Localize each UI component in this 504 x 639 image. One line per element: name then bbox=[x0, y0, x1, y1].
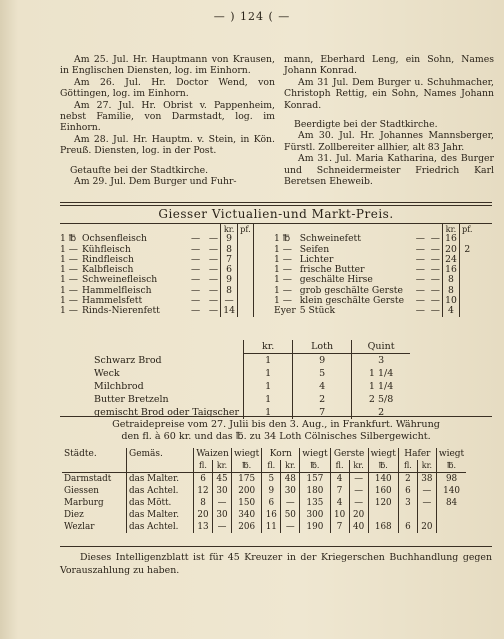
grain-price-subtitle: den fl. à 60 kr. und das ℔. zu 34 Loth Cölnisches Silbergewicht. bbox=[121, 431, 431, 442]
table-row: 1 — Rindfleisch — — 7 bbox=[58, 255, 253, 265]
table-row: 1 — Seifen — — 20 2 bbox=[272, 245, 475, 255]
market-price-table-right bbox=[272, 224, 475, 317]
col-header-weight: wiegt bbox=[232, 448, 262, 460]
table-row: 1 — frische Butter — — 16 bbox=[272, 265, 475, 275]
col-header-wheat: Waizen bbox=[194, 448, 232, 460]
table-row: Weck 1 5 1 1/4 bbox=[90, 367, 410, 380]
table-row: 1 — grob geschälte Gerste — — 8 bbox=[272, 286, 475, 296]
col-header-pf: pf. bbox=[238, 224, 254, 234]
col-header-pf: pf. bbox=[459, 224, 474, 234]
col-header-quint: Quint bbox=[352, 340, 411, 354]
table-row: Wezlar das Achtel. 13 — 206 11 — 190 7 40 168 6 20 bbox=[62, 521, 466, 533]
arrival-entry: Am 27. Jul. Hr. Obrist v. Pappenheim, nebst Familie, von Darmstadt, log. im Einhorn. bbox=[60, 99, 275, 134]
table-row: Butter Bretzeln 1 2 2 5/8 bbox=[90, 393, 410, 406]
section-divider bbox=[60, 416, 492, 417]
arrival-entry: Am 25. Jul. Hr. Hauptmann von Krausen, in Englischen Diensten, log. im Einhorn. bbox=[60, 54, 275, 77]
table-row: 1 ℔ Ochsenfleisch — — 9 bbox=[58, 234, 253, 244]
table-row: Marburg das Mött. 8 — 150 6 — 135 4 — 120 3 — 84 bbox=[62, 497, 466, 509]
baptism-entry: Am 31 Jul. Dem Burger u. Schuhmacher, Christoph Rettig, ein Sohn, Names Johann Konrad. bbox=[284, 76, 494, 111]
col-header-loth: Loth bbox=[293, 340, 352, 354]
col-header-cities: Städte. bbox=[64, 449, 97, 459]
burials-heading: Beerdigte bei der Stadtkirche. bbox=[294, 119, 438, 131]
table-row: Giessen das Achtel. 12 30 200 9 30 180 7 — 160 6 — 140 bbox=[62, 485, 466, 497]
registry-column bbox=[284, 54, 494, 187]
table-row: gemischt Brod oder Taigscher 1 7 2 bbox=[90, 406, 410, 419]
col-header-kr: kr. bbox=[244, 340, 293, 354]
col-header-kr: kr. bbox=[221, 224, 238, 234]
table-row: 1 — Kalbfleisch — — 6 bbox=[58, 265, 253, 275]
table-row: 1 — Hammelfleisch — — 8 bbox=[58, 286, 253, 296]
grain-price-table: Städte. Gemäs. Waizen wiegt Korn wiegt Gerste wiegt Hafer wiegt fl. kr. ℔. fl. kr. ℔. fl. kr. ℔. fl. kr. ℔. Darmstadt das Malter. 6 45 175 5 48 157 4 — 140 2 38 98 Giessen das Achtel. 12 30 200 9 30 180 7 — 160 6 — 140 Marburg das Mött. 8 — 150 6 — 135 4 — 120 3 — 84 Diez das Malter. 20 30 340 16 50 300 10 20 Wezlar das Achtel. 13 — 206 11 — 190 7 40 168 6 20 bbox=[64, 449, 465, 532]
table-row: 1 — Rinds-Nierenfett — — 14 bbox=[58, 306, 253, 316]
page-number: — ) 124 ( — bbox=[213, 10, 291, 23]
table-row: Eyer 5 Stück — — 4 bbox=[272, 306, 475, 316]
table-row: 1 — Kühfleisch — — 8 bbox=[58, 245, 253, 255]
table-row: 1 — geschälte Hirse — — 8 bbox=[272, 275, 475, 285]
table-row: 1 — klein geschälte Gerste — — 10 bbox=[272, 296, 475, 306]
col-header-weight: wiegt bbox=[436, 448, 466, 460]
burial-entry: Am 31. Jul. Maria Katharina, des Burger und Schneidermeister Friedrich Karl Beretsen Eheweib. bbox=[284, 153, 494, 188]
baptism-entry-start: Am 29. Jul. Dem Burger und Fuhr- bbox=[74, 176, 237, 188]
col-header-rye: Korn bbox=[262, 448, 300, 460]
table-row: 1 — Schweinefleisch — — 9 bbox=[58, 275, 253, 285]
footer-notice: Dieses Intelligenzblatt ist für 45 Kreuzer in der Kriegerschen Buchhandlung gegen Vorauszahlung zu haben. bbox=[60, 552, 492, 576]
table-row: Milchbrod 1 4 1 1/4 bbox=[90, 380, 410, 393]
table-row: 1 — Lichter — — 24 bbox=[272, 255, 475, 265]
market-price-table-left bbox=[58, 224, 254, 317]
baptisms-heading: Getaufte bei der Stadtkirche. bbox=[70, 164, 209, 176]
market-price-title: Giesser Victualien-und Markt-Preis. bbox=[158, 207, 394, 221]
col-header-barley: Gerste bbox=[330, 448, 368, 460]
col-header-oats: Hafer bbox=[398, 448, 436, 460]
burial-entry: Am 30. Jul. Hr. Johannes Mannsberger, Fürstl. Zollbereiter allhier, alt 83 Jahr. bbox=[284, 130, 494, 153]
baptism-entry-cont: mann, Eberhard Leng, ein Sohn, Names Johann Konrad. bbox=[284, 54, 494, 77]
bread-price-table bbox=[90, 340, 410, 419]
arrival-entry: Am 28. Jul. Hr. Hauptm. v. Stein, in Kön. Preuß. Diensten, log. in der Post. bbox=[60, 133, 275, 157]
section-divider bbox=[60, 546, 492, 547]
table-row: Schwarz Brod 1 9 3 bbox=[90, 354, 410, 368]
col-header-measure: Gemäs. bbox=[127, 448, 194, 460]
arrivals-column bbox=[60, 54, 275, 187]
section-divider bbox=[60, 202, 492, 203]
col-header-weight: wiegt bbox=[300, 448, 330, 460]
table-row: Darmstadt das Malter. 6 45 175 5 48 157 4 — 140 2 38 98 bbox=[62, 473, 466, 486]
table-row: 1 — Hammelsfett — — — bbox=[58, 296, 253, 306]
col-header-weight: wiegt bbox=[368, 448, 398, 460]
section-divider bbox=[60, 205, 492, 206]
grain-price-title: Getraidepreise vom 27. Julii bis den 3. Aug., in Frankfurt. Währung bbox=[112, 419, 440, 430]
table-row: Diez das Malter. 20 30 340 16 50 300 10 20 bbox=[62, 509, 466, 521]
table-row: 1 ℔ Schweinefett — — 16 bbox=[272, 234, 475, 244]
col-header-kr: kr. bbox=[442, 224, 459, 234]
arrival-entry: Am 26. Jul. Hr. Doctor Wend, von Göttingen, log. im Einhorn. bbox=[60, 76, 275, 100]
